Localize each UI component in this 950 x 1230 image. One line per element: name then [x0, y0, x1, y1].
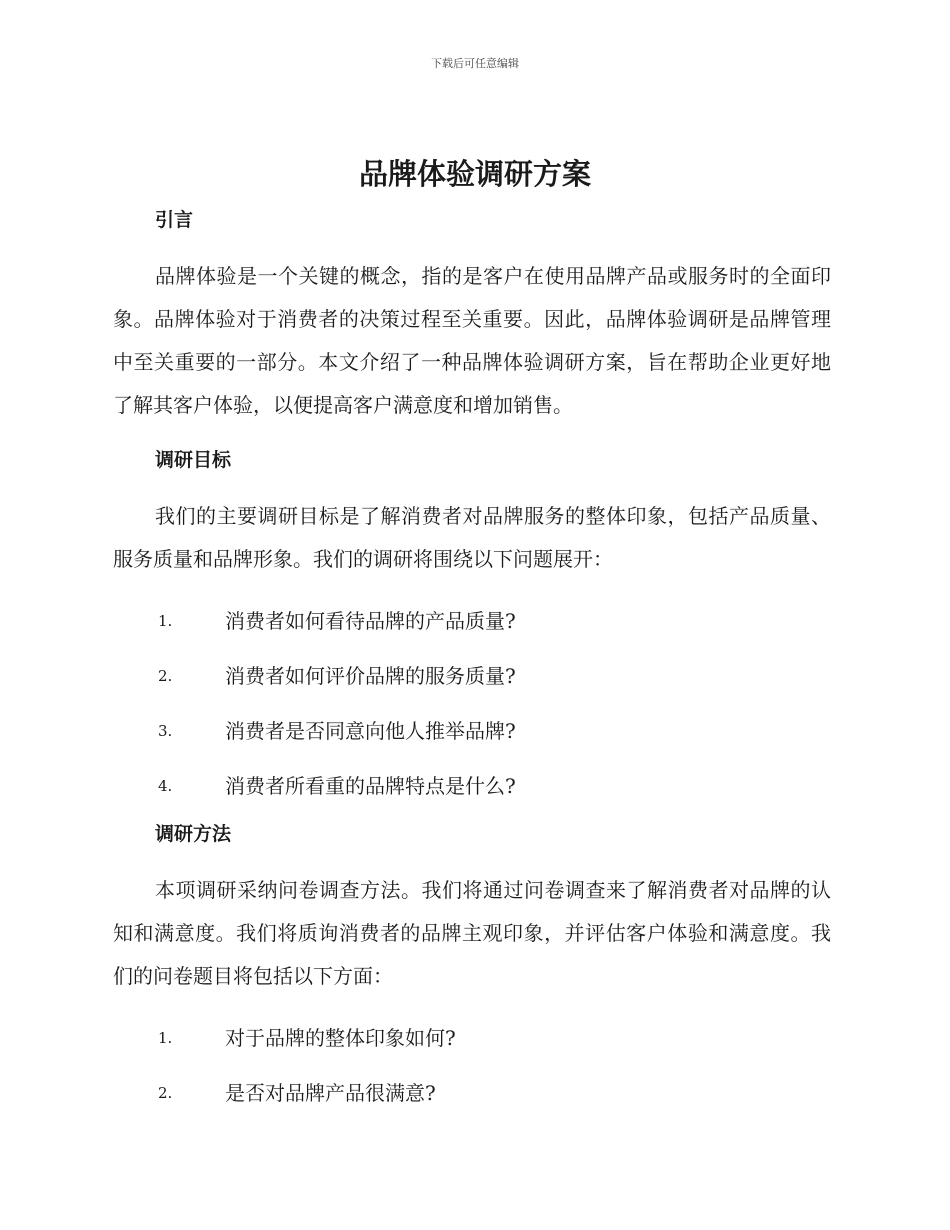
document-body: [113, 200, 831, 1121]
list-item-text: 消费者如何看待品牌的产品质量?: [225, 609, 516, 633]
list-item-number: 4.: [158, 777, 173, 795]
list-item-number: 1.: [158, 612, 173, 630]
list-item-text: 消费者所看重的品牌特点是什么?: [225, 774, 516, 798]
document-title: 品牌体验调研方案: [358, 157, 591, 191]
section-heading-intro: 引言: [155, 209, 194, 231]
list-item-text: 是否对品牌产品很满意?: [225, 1081, 436, 1105]
list-item: [113, 1066, 831, 1121]
list-item-text: 消费者如何评价品牌的服务质量?: [225, 664, 516, 688]
goals-paragraph: 我们的主要调研目标是了解消费者对品牌服务的整体印象，包括产品质量、服务质量和品牌形象。我们的调研将围绕以下问题展开：: [113, 504, 831, 571]
method-question-list: [113, 1011, 831, 1121]
list-item-number: 1.: [158, 1029, 173, 1047]
intro-paragraph: 品牌体验是一个关键的概念，指的是客户在使用品牌产品或服务时的全面印象。品牌体验对于消费者的决策过程至关重要。因此，品牌体验调研是品牌管理中至关重要的一部分。本文介绍了一种品牌体验调研方案，旨在帮助企业更好地了解其客户体验，以便提高客户满意度和增加销售。: [113, 264, 831, 417]
list-item-number: 2.: [158, 1084, 173, 1102]
list-item: [113, 1011, 831, 1066]
list-item: [113, 649, 831, 704]
header-note: 下载后可任意编辑: [431, 57, 519, 70]
list-item-number: 2.: [158, 667, 173, 685]
list-item-number: 3.: [158, 722, 173, 740]
section-heading-method: 调研方法: [155, 823, 232, 845]
method-paragraph: 本项调研采纳问卷调查方法。我们将通过问卷调查来了解消费者对品牌的认知和满意度。我们将质询消费者的品牌主观印象，并评估客户体验和满意度。我们的问卷题目将包括以下方面：: [113, 878, 831, 988]
list-item: [113, 704, 831, 759]
list-item-text: 对于品牌的整体印象如何?: [225, 1026, 456, 1050]
section-heading-goals: 调研目标: [155, 449, 232, 471]
list-item: [113, 594, 831, 649]
goals-question-list: [113, 594, 831, 814]
list-item: [113, 759, 831, 814]
list-item-text: 消费者是否同意向他人推举品牌?: [225, 719, 516, 743]
